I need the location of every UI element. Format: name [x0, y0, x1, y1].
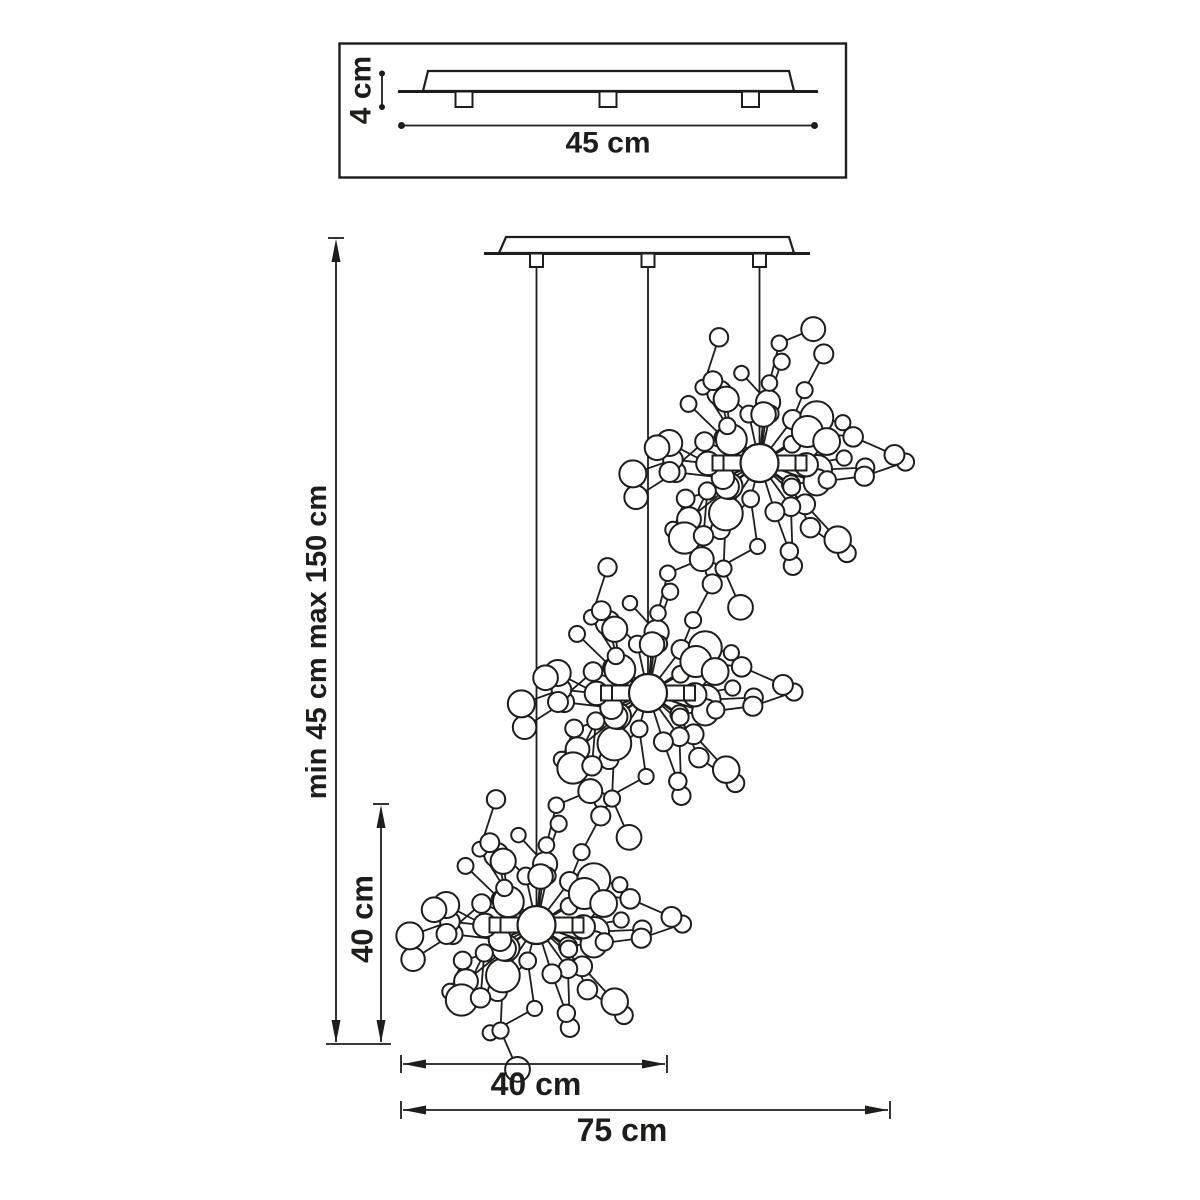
burst-bead	[486, 959, 520, 993]
burst-bead	[578, 779, 602, 803]
burst-bead	[681, 396, 697, 412]
burst-bead	[732, 657, 752, 677]
burst-bead	[574, 844, 590, 860]
burst-bead	[855, 467, 874, 486]
burst-bead	[645, 435, 670, 460]
burst-bead	[801, 518, 821, 538]
arrow-up	[332, 239, 341, 262]
burst-bead	[472, 894, 491, 913]
burst-bead	[519, 952, 536, 969]
burst-bead	[584, 662, 603, 681]
burst-bead	[551, 816, 567, 832]
canopy-height-label: 4 cm	[344, 55, 378, 125]
cluster-height-label: 40 cm	[344, 875, 380, 963]
dim-dot	[811, 122, 818, 129]
burst-bead	[742, 490, 759, 507]
burst-bead	[604, 790, 620, 806]
burst-bead	[774, 354, 790, 370]
wire-tab	[530, 254, 543, 268]
hub-sphere	[741, 444, 779, 482]
burst-bead	[624, 485, 647, 508]
burst-bead	[743, 697, 762, 716]
burst-bead	[458, 858, 474, 874]
burst-bead	[527, 1001, 542, 1016]
burst-bead	[617, 825, 642, 850]
burst-bead	[620, 889, 640, 909]
burst-bead	[582, 756, 601, 775]
burst-bead	[560, 941, 577, 958]
burst-bead	[578, 980, 598, 1000]
overall-width-label: 75 cm	[576, 1112, 668, 1148]
burst-bead	[781, 543, 798, 560]
burst-bead	[725, 680, 740, 695]
burst-bead	[508, 690, 535, 717]
burst-bead	[596, 933, 613, 950]
hub-sphere	[518, 906, 556, 944]
burst-bead	[539, 837, 555, 853]
burst-bead	[715, 560, 731, 576]
cluster-width-label: 40 cm	[490, 1066, 582, 1102]
burst-bead	[884, 445, 904, 465]
burst-bead	[548, 692, 568, 712]
burst-bead	[690, 547, 714, 571]
burst-clusters	[396, 317, 914, 1082]
burst-bead	[710, 328, 728, 346]
burst-bead	[591, 806, 610, 825]
burst-bead	[707, 701, 724, 718]
burst-bead	[598, 727, 632, 761]
arrow-left	[403, 1060, 426, 1069]
burst-bead	[422, 897, 447, 922]
burst-bead	[598, 558, 616, 576]
burst-bead	[695, 432, 714, 451]
burst-bead	[734, 366, 748, 380]
overall-height-label: min 45 cm max 150 cm	[301, 484, 333, 800]
burst-bead	[751, 402, 776, 427]
burst-bead	[765, 502, 784, 521]
burst-bead	[592, 601, 611, 620]
burst-bead	[772, 335, 788, 351]
inset-panel	[340, 44, 847, 178]
burst-bead	[783, 479, 800, 496]
wire-tab	[753, 254, 766, 268]
dim-dot	[379, 71, 385, 77]
burst-bead	[797, 382, 813, 398]
burst-bead	[819, 471, 836, 488]
burst-bead	[773, 675, 793, 695]
burst-bead	[602, 617, 627, 642]
burst-bead	[528, 864, 553, 889]
burst-bead	[639, 769, 654, 784]
burst-bead	[511, 828, 525, 842]
dim-dot	[379, 104, 385, 110]
burst-bead	[702, 658, 729, 685]
burst-bead	[632, 929, 651, 948]
canopy-plate-side	[423, 71, 794, 91]
burst-bead	[677, 490, 695, 508]
suspension-wires	[537, 267, 760, 925]
burst-bead	[471, 988, 490, 1007]
burst-bead	[650, 605, 666, 621]
burst-bead	[491, 849, 516, 874]
burst-bead	[396, 922, 423, 949]
burst-bead	[492, 1022, 508, 1038]
burst-bead	[614, 912, 629, 927]
burst-bead	[608, 648, 624, 664]
burst-bead	[843, 427, 863, 447]
burst-bead	[558, 1005, 575, 1022]
burst-bead	[487, 790, 505, 808]
dimension-cluster-height	[345, 804, 390, 1043]
arrow-right	[642, 1060, 665, 1069]
arrow-down	[377, 1020, 386, 1043]
burst-bead	[533, 665, 558, 690]
burst-bead	[662, 584, 678, 600]
burst-bead	[454, 952, 472, 970]
burst-bead	[623, 596, 637, 610]
burst-bead	[728, 595, 753, 620]
burst-bead	[601, 988, 628, 1015]
burst-bead	[714, 387, 739, 412]
ceiling-plate	[499, 237, 794, 253]
dimension-cluster-width	[401, 1055, 667, 1102]
burst-bead	[824, 526, 851, 553]
burst-bead	[480, 833, 499, 852]
burst-bead	[660, 462, 680, 482]
burst-bead	[713, 756, 740, 783]
canopy-tab	[456, 92, 473, 108]
burst-bead	[801, 317, 825, 341]
burst-bead	[762, 375, 778, 391]
burst-bead	[437, 924, 457, 944]
canopy-width-label: 45 cm	[565, 126, 651, 160]
arrow-down	[332, 1020, 341, 1043]
burst-bead	[669, 773, 686, 790]
burst-bead	[703, 371, 722, 390]
burst-bead	[703, 574, 722, 593]
burst-bead	[542, 964, 561, 983]
burst-bead	[685, 612, 701, 628]
burst-bead	[709, 497, 743, 531]
burst-bead	[689, 748, 709, 768]
dimension-overall-width	[401, 1101, 890, 1148]
dim-dot	[398, 122, 405, 129]
burst-bead	[813, 428, 840, 455]
burst-bead	[631, 720, 648, 737]
canopy-tab	[600, 92, 617, 108]
burst-bead	[672, 709, 689, 726]
burst-bead	[660, 565, 676, 581]
burst-bead	[565, 720, 583, 738]
burst-bead	[569, 626, 585, 642]
wire-tab	[642, 254, 655, 268]
burst-bead	[719, 418, 735, 434]
arrow-up	[377, 805, 386, 828]
main-drawing	[301, 237, 914, 1148]
burst-bead	[661, 907, 681, 927]
burst-cluster	[396, 779, 691, 1082]
arrow-right	[865, 1106, 888, 1115]
hub-sphere	[629, 674, 667, 712]
burst-bead	[640, 632, 665, 657]
burst-bead	[654, 732, 673, 751]
burst-bead	[814, 344, 833, 363]
arrow-left	[403, 1106, 426, 1115]
burst-bead	[590, 890, 617, 917]
burst-bead	[837, 450, 852, 465]
burst-bead	[496, 880, 512, 896]
burst-bead	[619, 460, 646, 487]
burst-bead	[549, 797, 565, 813]
burst-bead	[513, 715, 536, 738]
burst-bead	[694, 526, 713, 545]
burst-bead	[750, 539, 765, 554]
canopy-tab	[742, 92, 759, 108]
burst-bead	[401, 947, 424, 970]
